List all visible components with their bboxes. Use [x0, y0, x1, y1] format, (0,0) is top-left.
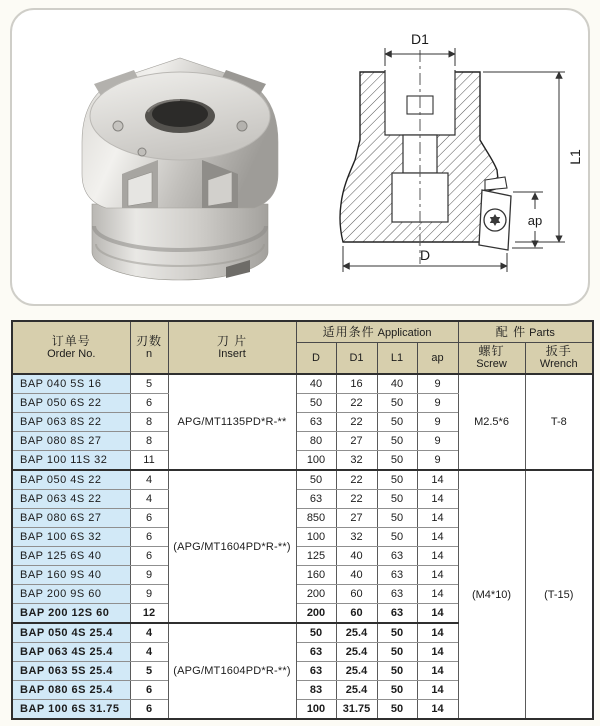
face-mill-photo-graphic — [30, 24, 330, 302]
technical-drawing — [334, 12, 586, 304]
cell-ap: 14 — [417, 604, 458, 624]
cell-l1: 63 — [377, 547, 417, 566]
header-parts — [458, 321, 593, 342]
cell-order-no: BAP 100 11S 32 — [12, 451, 130, 471]
cell-d: 63 — [296, 662, 336, 681]
cell-d1: 60 — [336, 604, 377, 624]
header-application-en: Application — [377, 327, 432, 340]
header-edge-count-zh: 刃数 — [135, 334, 162, 348]
cell-edge-count: 12 — [130, 604, 168, 624]
cell-ap: 14 — [417, 681, 458, 700]
cell-order-no: BAP 063 4S 25.4 — [12, 643, 130, 662]
cell-order-no: BAP 040 5S 16 — [12, 374, 130, 394]
cell-d: 100 — [296, 451, 336, 471]
cell-d: 100 — [296, 528, 336, 547]
cell-ap: 14 — [417, 470, 458, 490]
cell-l1: 50 — [377, 662, 417, 681]
dim-label-l1: L1 — [567, 149, 583, 165]
cell-d1: 22 — [336, 394, 377, 413]
cell-edge-count: 4 — [130, 470, 168, 490]
cell-ap: 14 — [417, 623, 458, 643]
header-edge-count-en: n — [145, 348, 153, 360]
cell-wrench: (T-15) — [525, 470, 593, 719]
header-screw-zh: 螺钉 — [478, 344, 505, 359]
cell-order-no: BAP 100 6S 32 — [12, 528, 130, 547]
spec-table-body — [12, 374, 593, 719]
spec-table — [11, 320, 594, 720]
dim-label-ap: ap — [527, 213, 543, 228]
cell-d1: 31.75 — [336, 700, 377, 720]
cell-order-no: BAP 050 4S 25.4 — [12, 623, 130, 643]
cell-ap: 14 — [417, 585, 458, 604]
cell-l1: 50 — [377, 681, 417, 700]
cell-ap: 14 — [417, 662, 458, 681]
cell-wrench: T-8 — [525, 374, 593, 470]
cell-l1: 50 — [377, 643, 417, 662]
cell-l1: 50 — [377, 470, 417, 490]
cell-ap: 9 — [417, 394, 458, 413]
cell-l1: 63 — [377, 585, 417, 604]
cell-edge-count: 4 — [130, 643, 168, 662]
cell-d: 200 — [296, 585, 336, 604]
cell-insert: APG/MT1135PD*R-** — [168, 374, 296, 470]
dim-label-d1: D1 — [411, 31, 429, 47]
header-parts-en: Parts — [529, 327, 555, 340]
cell-edge-count: 8 — [130, 432, 168, 451]
cell-edge-count: 6 — [130, 681, 168, 700]
cell-d: 125 — [296, 547, 336, 566]
header-insert-en: Insert — [218, 348, 246, 360]
cell-order-no: BAP 160 9S 40 — [12, 566, 130, 585]
cell-d1: 40 — [336, 547, 377, 566]
cell-order-no: BAP 063 4S 22 — [12, 490, 130, 509]
cell-d1: 40 — [336, 566, 377, 585]
cell-l1: 50 — [377, 394, 417, 413]
cell-d: 83 — [296, 681, 336, 700]
product-panel — [10, 8, 590, 306]
cell-insert: (APG/MT1604PD*R-**) — [168, 470, 296, 623]
cell-l1: 63 — [377, 566, 417, 585]
header-order-no-zh: 订单号 — [51, 334, 91, 348]
header-col-d1: D1 — [336, 342, 377, 374]
cell-l1: 50 — [377, 528, 417, 547]
cell-d: 850 — [296, 509, 336, 528]
cell-d1: 22 — [336, 413, 377, 432]
cell-order-no: BAP 200 9S 60 — [12, 585, 130, 604]
cell-edge-count: 6 — [130, 509, 168, 528]
header-wrench-en: Wrench — [539, 358, 578, 371]
header-insert-zh: 刀 片 — [216, 334, 248, 348]
cell-edge-count: 5 — [130, 662, 168, 681]
cell-d: 80 — [296, 432, 336, 451]
cell-l1: 50 — [377, 413, 417, 432]
cell-edge-count: 6 — [130, 700, 168, 720]
cell-d1: 16 — [336, 374, 377, 394]
cell-d: 160 — [296, 566, 336, 585]
cell-d1: 25.4 — [336, 623, 377, 643]
header-col-d: D — [296, 342, 336, 374]
cell-edge-count: 6 — [130, 394, 168, 413]
cell-d: 100 — [296, 700, 336, 720]
cell-d: 63 — [296, 490, 336, 509]
cell-d1: 22 — [336, 470, 377, 490]
product-photo — [30, 24, 330, 302]
cell-order-no: BAP 100 6S 31.75 — [12, 700, 130, 720]
cell-l1: 50 — [377, 451, 417, 471]
cross-section-graphic — [334, 12, 586, 304]
cell-ap: 14 — [417, 700, 458, 720]
header-col-l1: L1 — [377, 342, 417, 374]
cell-order-no: BAP 200 12S 60 — [12, 604, 130, 624]
cell-order-no: BAP 125 6S 40 — [12, 547, 130, 566]
header-wrench-zh: 扳手 — [545, 344, 572, 359]
cell-ap: 14 — [417, 643, 458, 662]
cell-d: 200 — [296, 604, 336, 624]
cell-edge-count: 11 — [130, 451, 168, 471]
cell-d1: 25.4 — [336, 643, 377, 662]
cell-ap: 9 — [417, 413, 458, 432]
cell-edge-count: 4 — [130, 490, 168, 509]
cell-screw: (M4*10) — [458, 470, 525, 719]
header-order-no — [12, 321, 130, 374]
header-screw-en: Screw — [476, 358, 507, 371]
cell-order-no: BAP 063 8S 22 — [12, 413, 130, 432]
cell-insert: (APG/MT1604PD*R-**) — [168, 623, 296, 719]
cell-ap: 14 — [417, 509, 458, 528]
cell-order-no: BAP 050 6S 22 — [12, 394, 130, 413]
cell-order-no: BAP 080 6S 27 — [12, 509, 130, 528]
cell-order-no: BAP 080 8S 27 — [12, 432, 130, 451]
cell-l1: 50 — [377, 623, 417, 643]
cell-ap: 14 — [417, 528, 458, 547]
cell-d1: 32 — [336, 451, 377, 471]
cell-d1: 25.4 — [336, 681, 377, 700]
cell-order-no: BAP 050 4S 22 — [12, 470, 130, 490]
cell-d1: 60 — [336, 585, 377, 604]
cell-ap: 9 — [417, 374, 458, 394]
header-application — [296, 321, 458, 342]
header-screw — [458, 342, 525, 374]
cell-ap: 14 — [417, 566, 458, 585]
cell-l1: 63 — [377, 604, 417, 624]
cell-d: 50 — [296, 394, 336, 413]
cell-d: 50 — [296, 470, 336, 490]
cell-screw: M2.5*6 — [458, 374, 525, 470]
header-insert — [168, 321, 296, 374]
cell-l1: 50 — [377, 490, 417, 509]
cell-ap: 9 — [417, 432, 458, 451]
cell-ap: 14 — [417, 547, 458, 566]
cell-ap: 9 — [417, 451, 458, 471]
cell-d1: 25.4 — [336, 662, 377, 681]
dim-label-d: D — [419, 247, 431, 263]
cell-edge-count: 9 — [130, 566, 168, 585]
cell-edge-count: 9 — [130, 585, 168, 604]
cell-edge-count: 6 — [130, 528, 168, 547]
cell-l1: 40 — [377, 374, 417, 394]
cell-d: 50 — [296, 623, 336, 643]
header-order-no-en: Order No. — [47, 348, 96, 360]
header-col-ap: ap — [417, 342, 458, 374]
cell-d: 63 — [296, 643, 336, 662]
cell-l1: 50 — [377, 700, 417, 720]
cell-edge-count: 4 — [130, 623, 168, 643]
cell-d1: 27 — [336, 509, 377, 528]
spec-row — [12, 374, 593, 394]
cell-edge-count: 6 — [130, 547, 168, 566]
cell-ap: 14 — [417, 490, 458, 509]
cell-d1: 27 — [336, 432, 377, 451]
cell-l1: 50 — [377, 509, 417, 528]
spec-row — [12, 470, 593, 490]
cell-d: 40 — [296, 374, 336, 394]
header-edge-count — [130, 321, 168, 374]
cell-order-no: BAP 080 6S 25.4 — [12, 681, 130, 700]
cell-d1: 32 — [336, 528, 377, 547]
header-application-zh: 适用条件 — [322, 325, 375, 340]
cell-order-no: BAP 063 5S 25.4 — [12, 662, 130, 681]
cell-edge-count: 8 — [130, 413, 168, 432]
cell-d1: 22 — [336, 490, 377, 509]
cell-edge-count: 5 — [130, 374, 168, 394]
header-wrench — [525, 342, 593, 374]
cell-d: 63 — [296, 413, 336, 432]
header-parts-zh: 配 件 — [495, 325, 527, 340]
cell-l1: 50 — [377, 432, 417, 451]
